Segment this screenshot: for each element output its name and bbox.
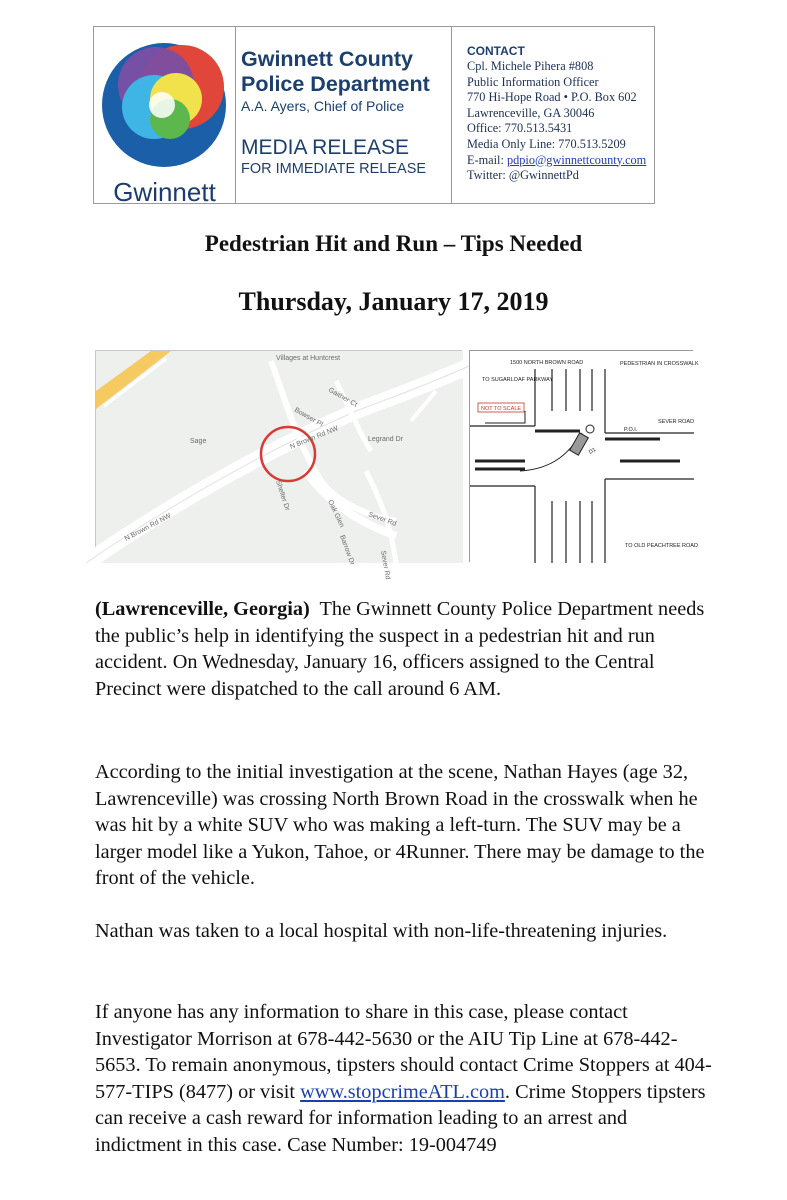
contact-twitter: Twitter: @GwinnettPd — [467, 168, 579, 183]
intersection-diagram — [469, 350, 699, 562]
location-map — [95, 350, 462, 581]
contact-heading: CONTACT — [467, 44, 525, 58]
release-note: FOR IMMEDIATE RELEASE — [241, 161, 427, 177]
org-name-line1: Gwinnett County — [241, 47, 413, 71]
dateline: (Lawrenceville, Georgia) — [95, 598, 310, 620]
contact-address1: 770 Hi-Hope Road • P.O. Box 602 — [467, 90, 637, 105]
map-label-legrand: Legrand Dr — [368, 436, 404, 443]
diagram-not-to-scale: NOT TO SCALE — [481, 406, 522, 412]
letterhead — [93, 26, 655, 207]
map-label-villages: Villages at Huntcrest — [276, 355, 341, 362]
contact-block — [467, 43, 652, 184]
map-label-gaither: Gaither Ct — [327, 386, 359, 409]
logo-wordmark: Gwinnett — [113, 177, 216, 207]
diagram-sever-road: SEVER ROAD — [658, 419, 695, 425]
divider — [235, 27, 236, 203]
diagram-to-old-peachtree: TO OLD PEACHTREE ROAD — [625, 543, 698, 549]
diagram-poi: P.O.I. — [624, 427, 638, 433]
paragraph-3 — [95, 918, 715, 945]
release-date: Thursday, January 17, 2019 — [238, 287, 549, 316]
contact-email-row — [467, 153, 652, 169]
diagram-d1: D1 — [588, 447, 598, 456]
diagram-to-sugarloaf: TO SUGARLOAF PARKWAY — [482, 377, 554, 383]
map-label-sage: Sage — [190, 438, 207, 445]
contact-address2: Lawrenceville, GA 30046 — [467, 105, 595, 120]
map-label-shelter: Shelter Dr — [274, 479, 291, 512]
paragraph-1-text: The Gwinnett County Police Department needs the public’s help in identifying the suspect in a pedestrian hit and run accident. On Wednesday, January 16, officers assigned to the Central Precinct were dispatched to the call around 6 AM. — [95, 598, 705, 700]
map-graphic — [96, 351, 463, 581]
email-label: E-mail: — [467, 152, 504, 167]
paragraph-4-text-b: . Crime Stoppers tipsters can receive a cash reward for information leading to an arrest and indictment in this case. Case Number: 19-004749 — [95, 1080, 706, 1156]
paragraph-2 — [95, 759, 715, 892]
map-label-sever: Sever Rd — [367, 511, 398, 528]
map-label-sever-2: Sever Rd — [379, 550, 391, 581]
org-block — [241, 47, 451, 178]
map-label-n-brown: N Brown Rd NW — [289, 425, 340, 451]
contact-media-line: Media Only Line: 770.513.5209 — [467, 136, 626, 151]
contact-role: Public Information Officer — [467, 74, 599, 89]
org-name-line2: Police Department — [241, 72, 430, 96]
contact-office: Office: 770.513.5431 — [467, 121, 573, 136]
chief-name: A.A. Ayers, Chief of Police — [241, 98, 405, 114]
paragraph-2-text: According to the initial investigation at the scene, Nathan Hayes (age 32, Lawrenceville) was crossing North Brown Road in the crosswalk when he was hit by a white SUV who was making a left-turn. The SUV may be a larger model like a Yukon, Tahoe, or 4Runner. There may be damage to the front of the vehicle. — [95, 761, 705, 889]
diagram-graphic — [470, 351, 699, 563]
page-title: Pedestrian Hit and Run – Tips Needed — [204, 231, 583, 256]
divider — [451, 27, 452, 203]
contact-name: Cpl. Michele Pihera #808 — [467, 59, 594, 73]
diagram-pedestrian: PEDESTRIAN IN CROSSWALK — [620, 361, 699, 367]
email-link[interactable]: pdpio@gwinnettcounty.com — [506, 152, 647, 167]
map-label-bowser: Bowser Pl — [293, 406, 324, 429]
paragraph-3-text: Nathan was taken to a local hospital with non-life-threatening injuries. — [95, 920, 668, 942]
gwinnett-logo — [94, 27, 235, 207]
paragraph-4 — [95, 999, 715, 1158]
diagram-road-top: 1500 NORTH BROWN ROAD — [510, 360, 584, 366]
paragraph-1 — [95, 596, 715, 702]
gwinnett-circle-logo-icon — [94, 27, 235, 177]
paragraph-4-text-a: If anyone has any information to share in this case, please contact Investigator Morrison at 678-442-5630 or the AIU Tip Line at 678-442-5653. To remain anonymous, tipsters should contact Crime Stoppers at 404-577-TIPS (8477) or visit — [95, 1001, 712, 1103]
release-type: MEDIA RELEASE — [241, 136, 410, 159]
map-label-oak-glen: Oak Glen — [326, 498, 346, 529]
map-label-barrow: Barrow Dr — [338, 534, 356, 567]
map-label-n-brown-2: N Brown Rd NW — [123, 512, 173, 543]
crime-stoppers-link[interactable]: www.stopcrimeATL.com — [300, 1080, 505, 1103]
